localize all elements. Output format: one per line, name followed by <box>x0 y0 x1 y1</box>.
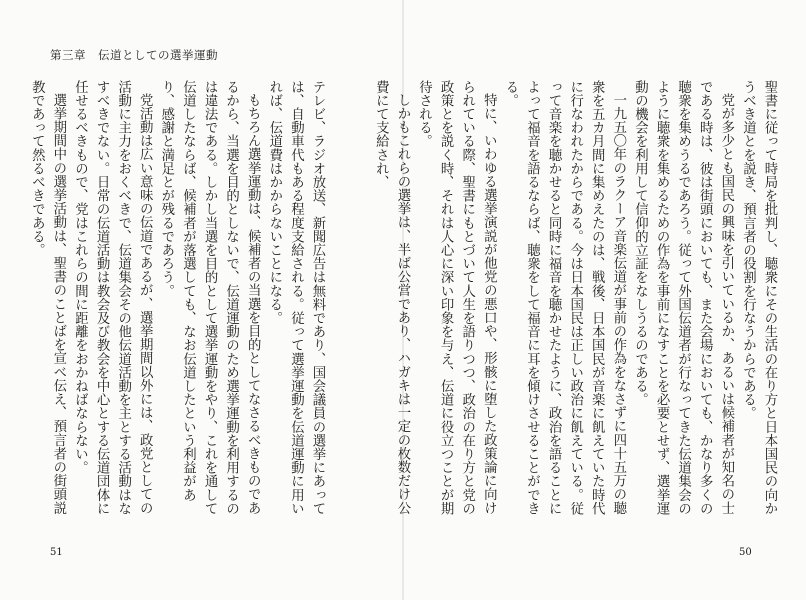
left-page-number: 51 <box>50 547 63 558</box>
left-page-body <box>29 80 328 522</box>
right-paragraph-3: 一九五〇年のラクーア音楽伝道が事前の作為をなさずに四十五万の聴衆を五カ月間に集めえたのは、戦後、日本国民が音楽に飢えていた時代に行なわれたからである。今は日本国民は正しい政治に飢えている。従って音楽を聴かせると同時に福音を聴かせたように、政治を語ることによって福音を語るならば、聴衆をして福音に耳を傾けさせることができる。 <box>502 80 626 516</box>
right-paragraph-5: しかもこれらの選挙は、半ば公営であり、ハガキは一定の枚数だけ公費にて支給され、 <box>373 80 410 515</box>
left-paragraph-1: テレビ、ラジオ放送、新聞広告は無料であり、国会議員の選挙にあっては、自動車代もある程度支給される。従って選挙運動を伝道運動に用いれば、伝道費はかからないことになる。 <box>266 80 325 516</box>
running-head: 第三章 伝道としての選挙運動 <box>50 48 218 62</box>
right-page-number: 50 <box>739 547 752 558</box>
left-paragraph-3: 党活動は広い意味の伝道であるが、選挙期間以外には、政党としての活動に主力をおくべきで、伝道集会その他伝道活動を主とする活動はなすべきでない。日常の伝道活動は教会及び教会を中心とする伝道団体に任せるべきもので、党はこれらの間に距離をおかねばならない。 <box>72 80 153 516</box>
left-paragraph-4: 選挙期間中の選挙活動は、聖書のことばを宣べ伝え、預言者の街頭説教であって然るべきである。 <box>29 80 66 515</box>
right-paragraph-2: 党が多少とも国民の興味を引いているか、あるいは候補者が知名の士である時は、彼は街頭においても、また会場においても、かなり多くの聴衆を集めうるであろう。従って外国伝道者が行なってきた伝道集会のように聴衆を集めるための作為を事前になすことを必要とせず、選挙運動の機会を利用して信仰的立証をなしうるのである。 <box>632 80 734 516</box>
right-page-body <box>373 80 780 522</box>
right-paragraph-4: 特に、いわゆる選挙演説が他党の悪口や、形骸に堕した政策論に向けられている際、聖書にもとづいて人生を語りつつ、政治の在り方と党の政策とを説く時、それは人心に深い印象を与え、伝道に役立つことが期待される。 <box>416 80 497 516</box>
right-paragraph-1: 聖書に従って時局を批判し、聴衆にその生活の在り方と日本国民の向かうべき道とを説き、預言者の役割を行なうからである。 <box>740 80 777 516</box>
left-paragraph-2: もちろん選挙運動は、候補者の当選を目的としてなさるべきものであるから、当選を目的としないで、伝道運動のため選挙運動を利用するのは違法である。しかし当選を目的として選挙運動をやり、これを通して伝道したならば、候補者が落選しても、なお伝道したという利益があり、感謝と満足とが残るであろう。 <box>158 80 261 516</box>
